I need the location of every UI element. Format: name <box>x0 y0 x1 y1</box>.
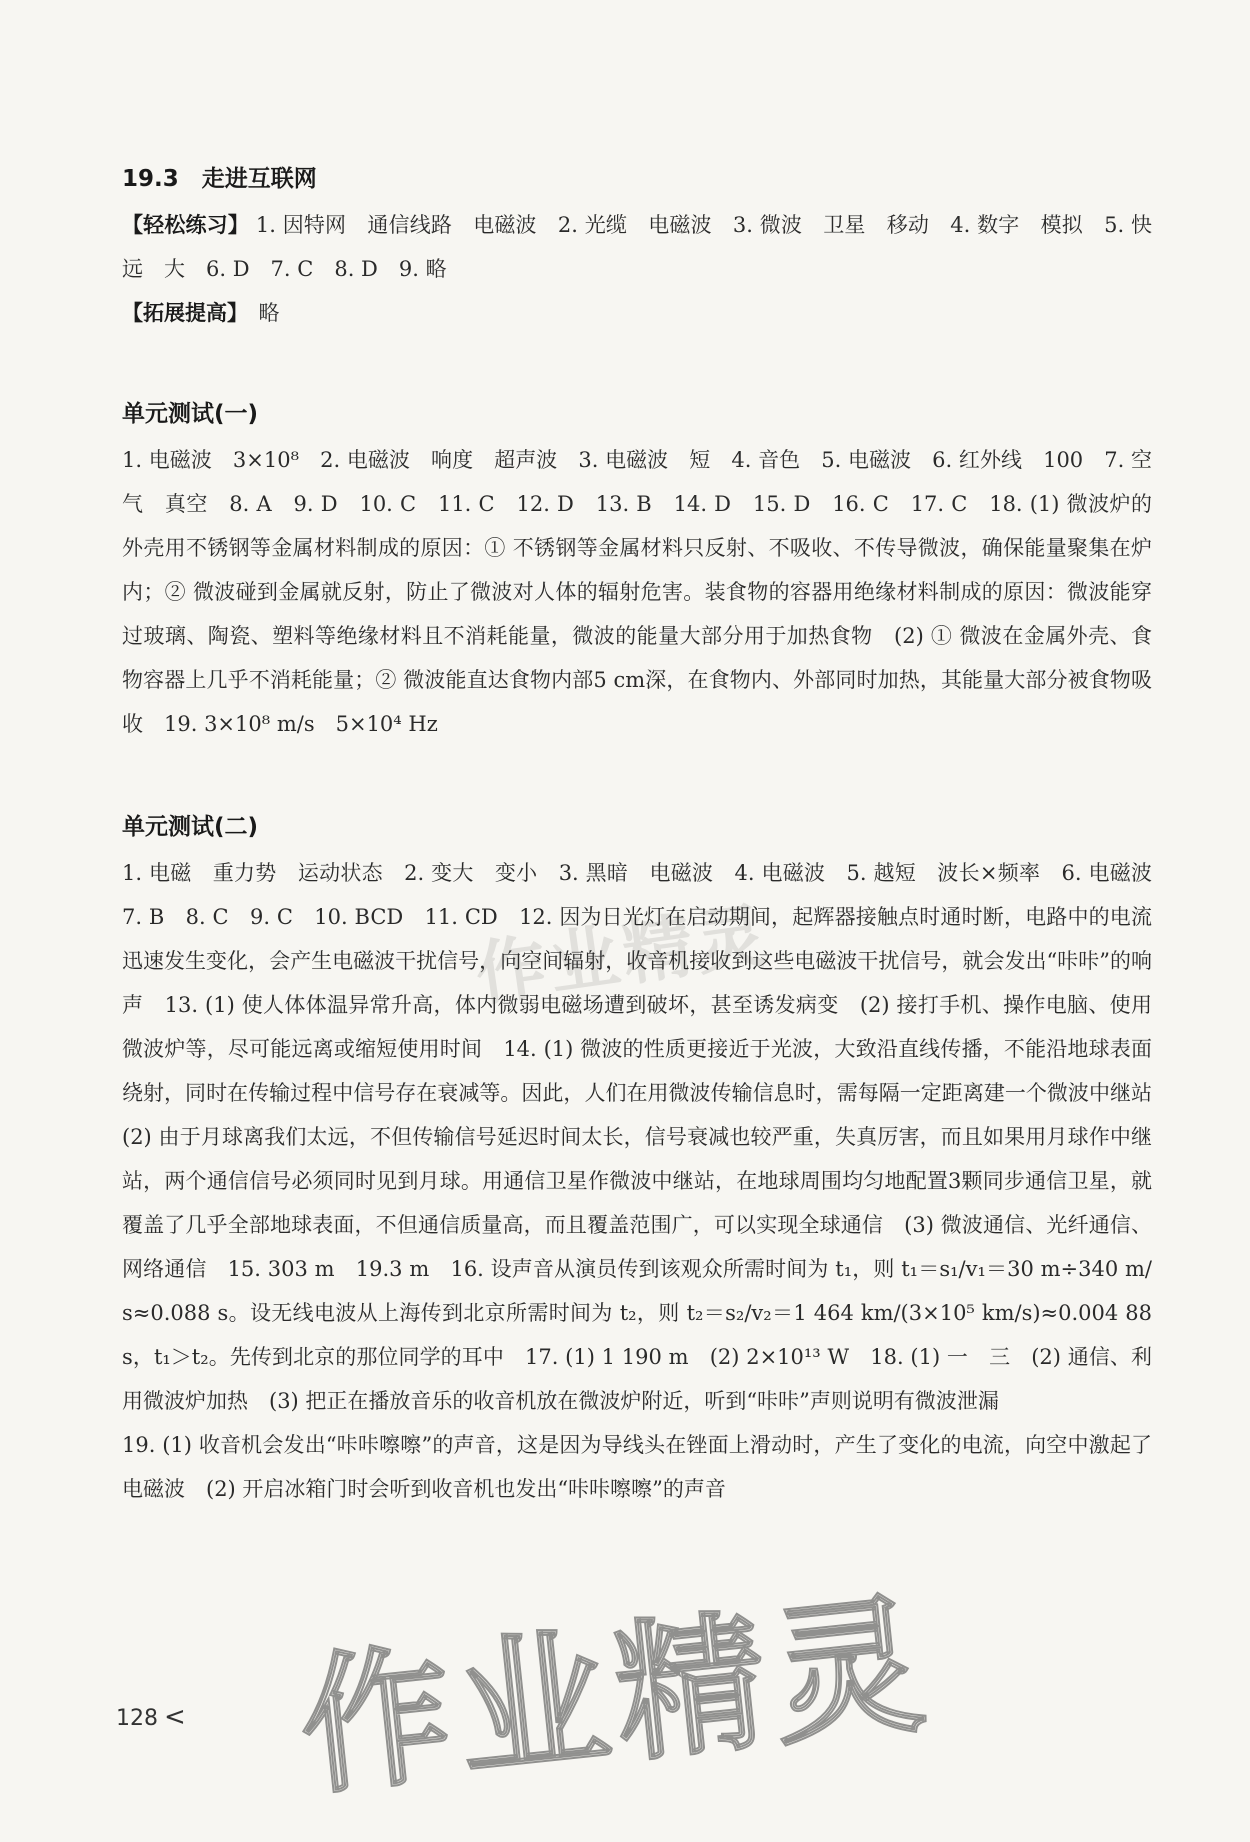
answers-paragraph <box>122 1423 1152 1511</box>
paragraph-text: 1. 因特网 通信线路 电磁波 2. 光缆 电磁波 3. 微波 卫星 移动 4. 数字 模拟 5. 快 远 大 6. D 7. C 8. D 9. 略 <box>122 213 1174 281</box>
paragraph-tag: 【轻松练习】 <box>122 213 249 237</box>
section-unit-test-1 <box>122 395 1152 746</box>
page-mark: < <box>164 1702 186 1732</box>
easy-practice-paragraph <box>122 203 1174 291</box>
paragraph-tag: 【拓展提高】 <box>122 301 238 325</box>
answers-paragraph <box>122 851 1173 1423</box>
section-title: 单元测试(二) <box>122 814 259 840</box>
page-number <box>116 1702 186 1732</box>
paragraph-text: 1. 电磁 重力势 运动状态 2. 变大 变小 3. 黑暗 电磁波 4. 电磁波 5. 越短 波长×频率 6. 电磁波 7. B 8. C 9. C 10. BCD 11. CD 12. 因为日光灯在启动期间，起辉器接触点时通时断，电路中的电流迅速发生变化，会产生电磁波干扰信号，向空间辐射，收音机接收到这些电磁波干扰信号，就会发出“咔咔”的响声 13. (1) 使人体体温异常升高，体内微弱电磁场遭到破坏，甚至诱发病变 (2) 接打手机、操作电脑、使用微波炉等，尽可能远离或缩短使用时间 14. (1) 微波的性质更接近于光波，大致沿直线传播，不能沿地球表面绕射，同时在传输过程中信号存在衰减等。因此，人们在用微波传输信息时，需每隔一定距离建一个微波中继站 (2) 由于月球离我们太远，不但传输信号延迟时间太长，信号衰减也较严重，失真厉害，而且如果用月球作中继站，两个通信信号必须同时见到月球。用通信卫星作微波中继站，在地球周围均匀地配置3颗同步通信卫星，就覆盖了几乎全部地球表面，不但通信质量高，而且覆盖范围广，可以实现全球通信 (3) 微波通信、光纤通信、网络通信 15. 303 m 19.3 m 16. 设声音从演员传到该观众所需时间为 t₁，则 t₁＝s₁/v₁＝30 m÷340 m/s≈0.088 s。设无线电波从上海传到北京所需时间为 t₂，则 t₂＝s₂/v₂＝1 464 km/(3×10⁵ km/s)≈0.004 88 s，t₁＞t₂。先传到北京的那位同学的耳中 17. (1) 1 190 m (2) 2×10¹³ W 18. (1) 一 三 (2) 通信、利用微波炉加热 (3) 把正在播放音乐的收音机放在微波炉附近，听到“咔咔”声则说明有微波泄漏 <box>122 861 1173 1413</box>
section-title: 19.3 走进互联网 <box>122 166 317 192</box>
paragraph-text: 1. 电磁波 3×10⁸ 2. 电磁波 响度 超声波 3. 电磁波 短 4. 音色 5. 电磁波 6. 红外线 100 7. 空气 真空 8. A 9. D 10. C 11. C 12. D 13. B 14. D 15. D 16. C 17. C 18. (1) 微波炉的外壳用不锈钢等金属材料制成的原因：① 不锈钢等金属材料只反射、不吸收、不传导微波，确保能量聚集在炉内；② 微波碰到金属就反射，防止了微波对人体的辐射危害。装食物的容器用绝缘材料制成的原因：微波能穿过玻璃、陶瓷、塑料等绝缘材料且不消耗能量，微波的能量大部分用于加热食物 (2) ① 微波在金属外壳、食物容器上几乎不消耗能量；② 微波能直达食物内部5 cm深，在食物内、外部同时加热，其能量大部分被食物吸收 19. 3×10⁸ m/s 5×10⁴ Hz <box>122 448 1152 736</box>
paragraph-text: 19. (1) 收音机会发出“咔咔嚓嚓”的声音，这是因为导线头在锉面上滑动时，产生了变化的电流，向空中激起了电磁波 (2) 开启冰箱门时会听到收音机也发出“咔咔嚓嚓”的声音 <box>122 1433 1152 1501</box>
extension-paragraph <box>122 291 1152 335</box>
answers-paragraph <box>122 438 1152 746</box>
paragraph-text: 略 <box>237 301 280 325</box>
page-number-value: 128 <box>116 1706 158 1731</box>
section-title: 单元测试(一) <box>122 401 259 427</box>
watermark-large: 作业精灵 <box>292 1577 940 1817</box>
section-19-3 <box>122 160 1174 335</box>
section-unit-test-2 <box>122 808 1173 1511</box>
watermark-small: 作业精灵 <box>470 893 776 1017</box>
